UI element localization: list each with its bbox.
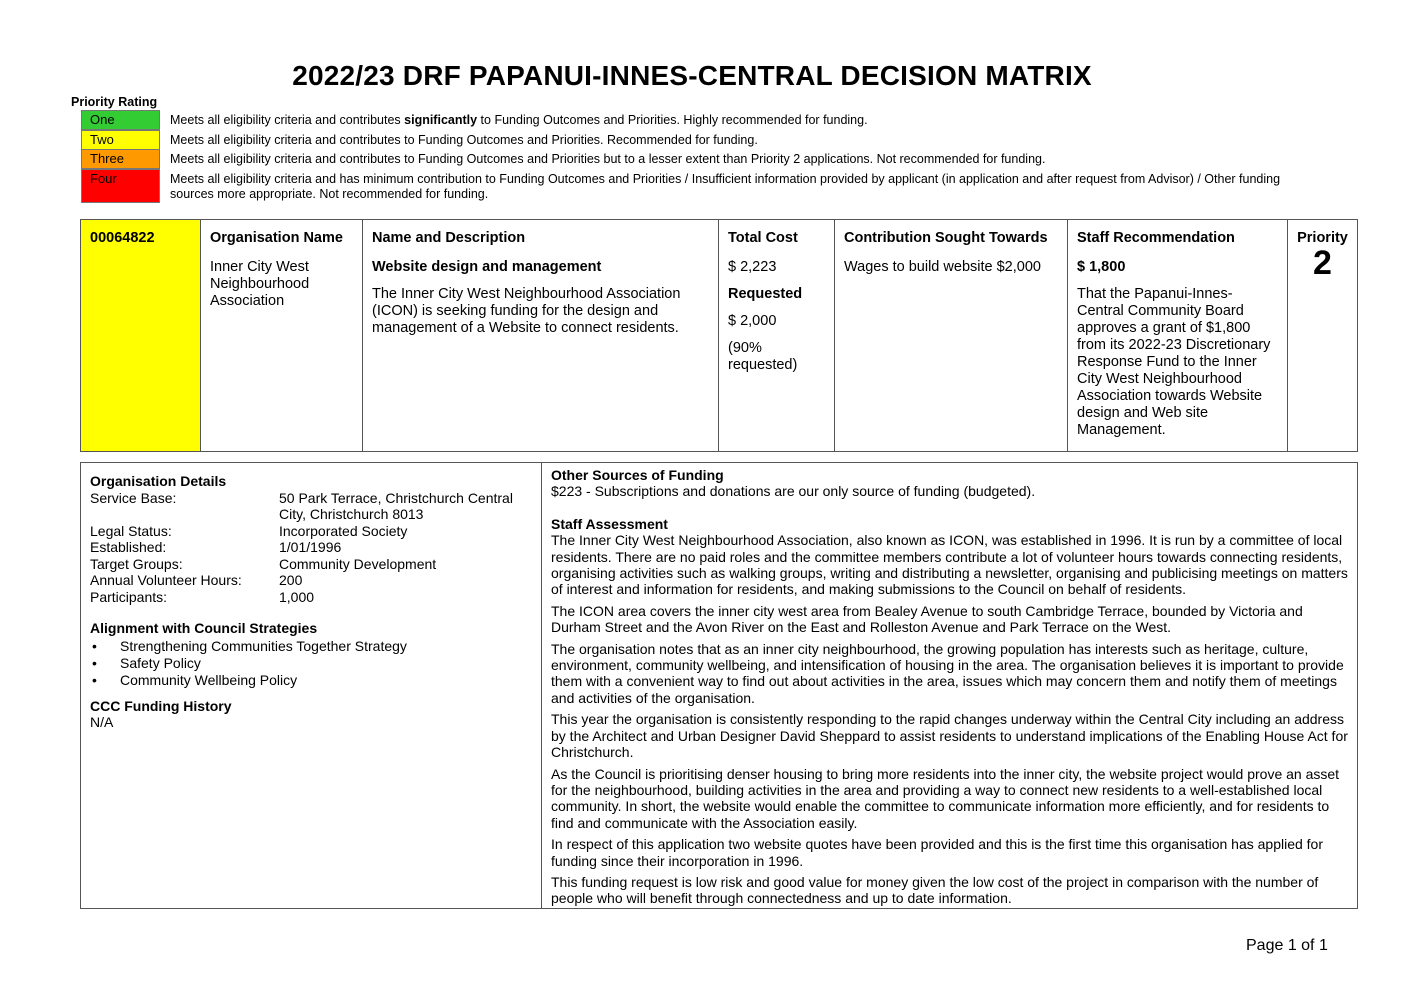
funding-assessment-panel — [542, 463, 1357, 908]
legend-row-two — [81, 130, 1321, 150]
priority-swatch-four: Four — [81, 169, 160, 203]
project-name: Website design and management — [372, 259, 602, 275]
detail-key: Established: — [90, 539, 167, 555]
priority-value: 2 — [1313, 244, 1332, 282]
legend-row-one — [81, 110, 1321, 130]
strategy-item: • Strengthening Communities Together Strategy — [90, 638, 532, 655]
recommendation-header: Staff Recommendation — [1077, 230, 1235, 246]
total-cost-cell — [719, 220, 835, 451]
detail-value: 1,000 — [279, 588, 315, 605]
requested-label: Requested — [728, 286, 803, 302]
contribution-cell — [835, 220, 1068, 451]
assessment-paragraph: This year the organisation is consistently responding to the rapid changes underway within the Central City including an address by the Architect and Urban Designer David Sheppard to assist residents to understand implications of the Enabling House Act for Christchurch. — [551, 711, 1348, 761]
detail-value: 1/01/1996 — [279, 539, 342, 555]
other-funding-text: $223 - Subscriptions and donations are our only source of funding (budgeted). — [551, 483, 1036, 500]
recommendation-amount: $ 1,800 — [1077, 259, 1126, 275]
detail-key: Target Groups: — [90, 555, 183, 572]
application-id-cell — [81, 220, 201, 451]
assessment-paragraph: In respect of this application two website quotes have been provided and this is the first time this organisation has applied for funding since their incorporation in 1996. — [551, 836, 1324, 869]
org-name-header: Organisation Name — [210, 230, 343, 246]
priority-legend — [81, 110, 1321, 204]
legend-row-three — [81, 149, 1321, 169]
detail-row — [90, 589, 532, 606]
application-id: 00064822 — [90, 230, 155, 246]
requested-value: $ 2,000 — [728, 313, 777, 329]
recommendation-text: That the Papanui-Innes-Central Community Board approves a grant of $1,800 from its 2022-23 Discretionary Response Fund to the Inner City West Neighbourhood Association towards Website design and Web site Management. — [1077, 286, 1271, 438]
detail-key: Participants: — [90, 588, 168, 605]
legend-text-four: Meets all eligibility criteria and has minimum contribution to Funding Outcomes and Priorities / Insufficient information provided by applicant (in application and after request from Advisor) / Other funding sources more appropriate. Not recommended for funding. — [170, 171, 1281, 201]
assessment-paragraph: As the Council is prioritising denser housing to bring more residents into the inner city, the website project would prove an asset for the neighbourhood, building activities in the area and providing a way to connect new residents to a well-established local community. In short, the website would enable the committee to communicate information more efficiently, and for residents to find and communicate with the Association easily. — [551, 765, 1340, 831]
detail-key: Legal Status: — [90, 522, 172, 539]
detail-key: Annual Volunteer Hours: — [90, 572, 242, 588]
priority-swatch-one: One — [81, 110, 160, 130]
detail-row — [90, 572, 532, 589]
page-title: 2022/23 DRF PAPANUI-INNES-CENTRAL DECISION MATRIX — [292, 60, 1092, 91]
total-cost-value: $ 2,223 — [728, 259, 777, 275]
legend-text-one-bold: significantly — [404, 113, 478, 127]
staff-assessment-header: Staff Assessment — [551, 515, 668, 532]
priority-swatch-three: Three — [81, 149, 160, 169]
org-name: Inner City West Neighbourhood Association — [210, 259, 310, 309]
project-description: The Inner City West Neighbourhood Association (ICON) is seeking funding for the design and management of a Website to connect residents. — [372, 286, 681, 336]
application-table — [80, 219, 1358, 452]
priority-swatch-two: Two — [81, 130, 160, 150]
detail-value: 200 — [279, 572, 303, 588]
requested-percent: (90% requested) — [728, 340, 798, 373]
description-cell — [363, 220, 719, 451]
organisation-details-panel — [81, 463, 542, 908]
funding-history-header: CCC Funding History — [90, 697, 232, 714]
page-number: Page 1 of 1 — [1246, 937, 1328, 954]
organisation-cell — [201, 220, 363, 451]
legend-text-one-a: Meets all eligibility criteria and contributes — [170, 113, 405, 127]
recommendation-cell — [1068, 220, 1288, 451]
detail-row — [90, 539, 532, 556]
funding-history-value: N/A — [90, 714, 114, 730]
description-header: Name and Description — [372, 230, 526, 246]
contribution-text: Wages to build website $2,000 — [844, 259, 1041, 275]
strategies-list — [90, 638, 532, 689]
assessment-paragraph: The ICON area covers the inner city west area from Bealey Avenue to south Cambridge Terrace, bounded by Victoria and Durham Street and the Avon River on the East and Rolleston Avenue and Park Terrace on the West. — [551, 602, 1303, 636]
details-table — [80, 462, 1358, 909]
detail-value: Incorporated Society — [279, 522, 408, 539]
strategy-item: • Safety Policy — [90, 655, 532, 672]
assessment-paragraph: The organisation notes that as an inner city neighbourhood, the growing population has interests such as heritage, culture, environment, community wellbeing, and intensification of housing in the area. The organisation believes it is important to provide them with a convenient way to find out about activities in the area, issues which may concern them and notify them of meetings and activities of the organisation. — [551, 640, 1344, 706]
detail-row — [90, 523, 532, 540]
legend-text-one — [170, 113, 1320, 129]
assessment-paragraph: This funding request is low risk and good value for money given the low cost of the project in comparison with the number of people who will benefit through connectedness and up to date information. — [551, 873, 1319, 907]
alignment-header: Alignment with Council Strategies — [90, 620, 318, 636]
legend-text-two: Meets all eligibility criteria and contributes to Funding Outcomes and Priorities. Recommended for funding. — [170, 132, 758, 147]
detail-row — [90, 556, 532, 573]
other-funding-header: Other Sources of Funding — [551, 467, 724, 483]
detail-value: Community Development — [279, 555, 437, 572]
contribution-header: Contribution Sought Towards — [844, 230, 1048, 246]
legend-text-three: Meets all eligibility criteria and contributes to Funding Outcomes and Priorities but to a lesser extent than Priority 2 applications. Not recommended for funding. — [170, 152, 1046, 166]
detail-key: Service Base: — [90, 489, 177, 506]
org-details-header: Organisation Details — [90, 473, 227, 489]
detail-value: 50 Park Terrace, Christchurch Central City, Christchurch 8013 — [279, 489, 513, 522]
legend-text-one-b: to Funding Outcomes and Priorities. Highly recommended for funding. — [477, 113, 868, 127]
legend-row-four — [81, 169, 1321, 204]
detail-row — [90, 490, 532, 523]
priority-cell — [1288, 220, 1357, 451]
total-cost-header: Total Cost — [728, 230, 798, 246]
strategy-item: • Community Wellbeing Policy — [90, 672, 532, 689]
assessment-paragraph: The Inner City West Neighbourhood Association, also known as ICON, was established in 1996. It is run by a committee of local residents. There are no paid roles and the committee members contribute a lot of volunteer hours towards connecting residents, organising activities such as walking groups, writing and distributing a newsletter, organising and publicising meetings on matters of interest and information for residents, and making submissions to the Council on behalf of residents. — [551, 532, 1348, 598]
priority-rating-label: Priority Rating — [71, 95, 158, 109]
priority-header: Priority — [1297, 230, 1348, 246]
